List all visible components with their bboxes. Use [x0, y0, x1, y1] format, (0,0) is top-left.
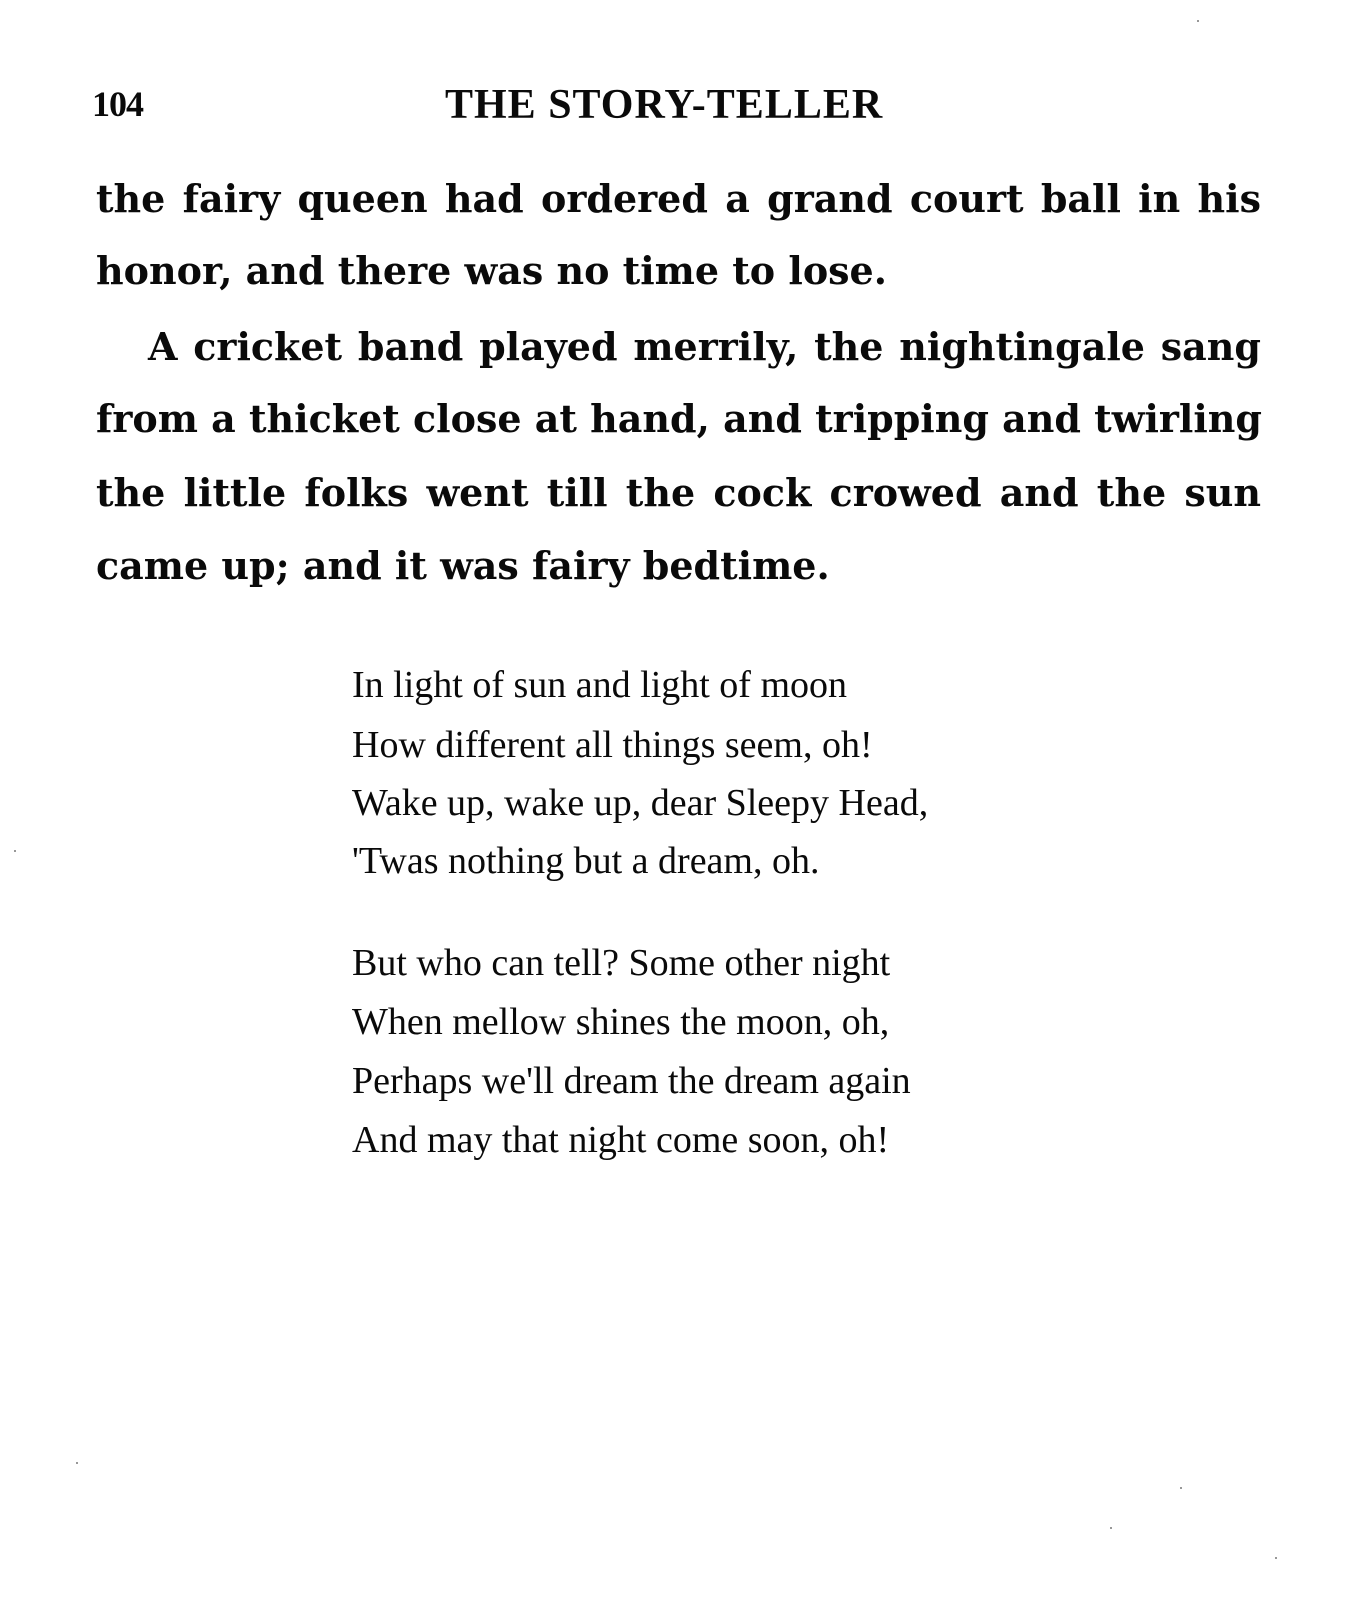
paper-speck	[1180, 1487, 1182, 1489]
paper-speck	[14, 850, 16, 852]
poem-line: When mellow shines the moon, oh,	[352, 1001, 890, 1043]
paper-speck	[1197, 20, 1199, 22]
poem-line: And may that night come soon, oh!	[352, 1119, 890, 1161]
paragraph-line: the little folks went till the cock crowed and the sun	[96, 470, 1261, 515]
paper-speck	[1275, 1557, 1277, 1559]
paragraph-line: the fairy queen had ordered a grand court ball in his	[96, 176, 1261, 221]
paragraph-line: A cricket band played merrily, the nightingale sang	[148, 324, 1261, 369]
poem-line: How different all things seem, oh!	[352, 724, 873, 766]
paragraph-line: honor, and there was no time to lose.	[96, 248, 887, 293]
paragraph-line: from a thicket close at hand, and tripping and twirling	[96, 396, 1262, 441]
poem-line: In light of sun and light of moon	[352, 664, 848, 706]
paragraph-line: came up; and it was fairy bedtime.	[96, 543, 830, 588]
paper-speck	[76, 1462, 78, 1464]
poem-line: 'Twas nothing but a dream, oh.	[352, 840, 820, 882]
running-title: THE STORY-TELLER	[445, 82, 884, 128]
paper-speck	[1110, 1527, 1112, 1529]
poem-line: Perhaps we'll dream the dream again	[352, 1060, 911, 1102]
page-number: 104	[92, 84, 143, 124]
poem-line: But who can tell? Some other night	[352, 942, 891, 984]
poem-line: Wake up, wake up, dear Sleepy Head,	[352, 782, 929, 824]
